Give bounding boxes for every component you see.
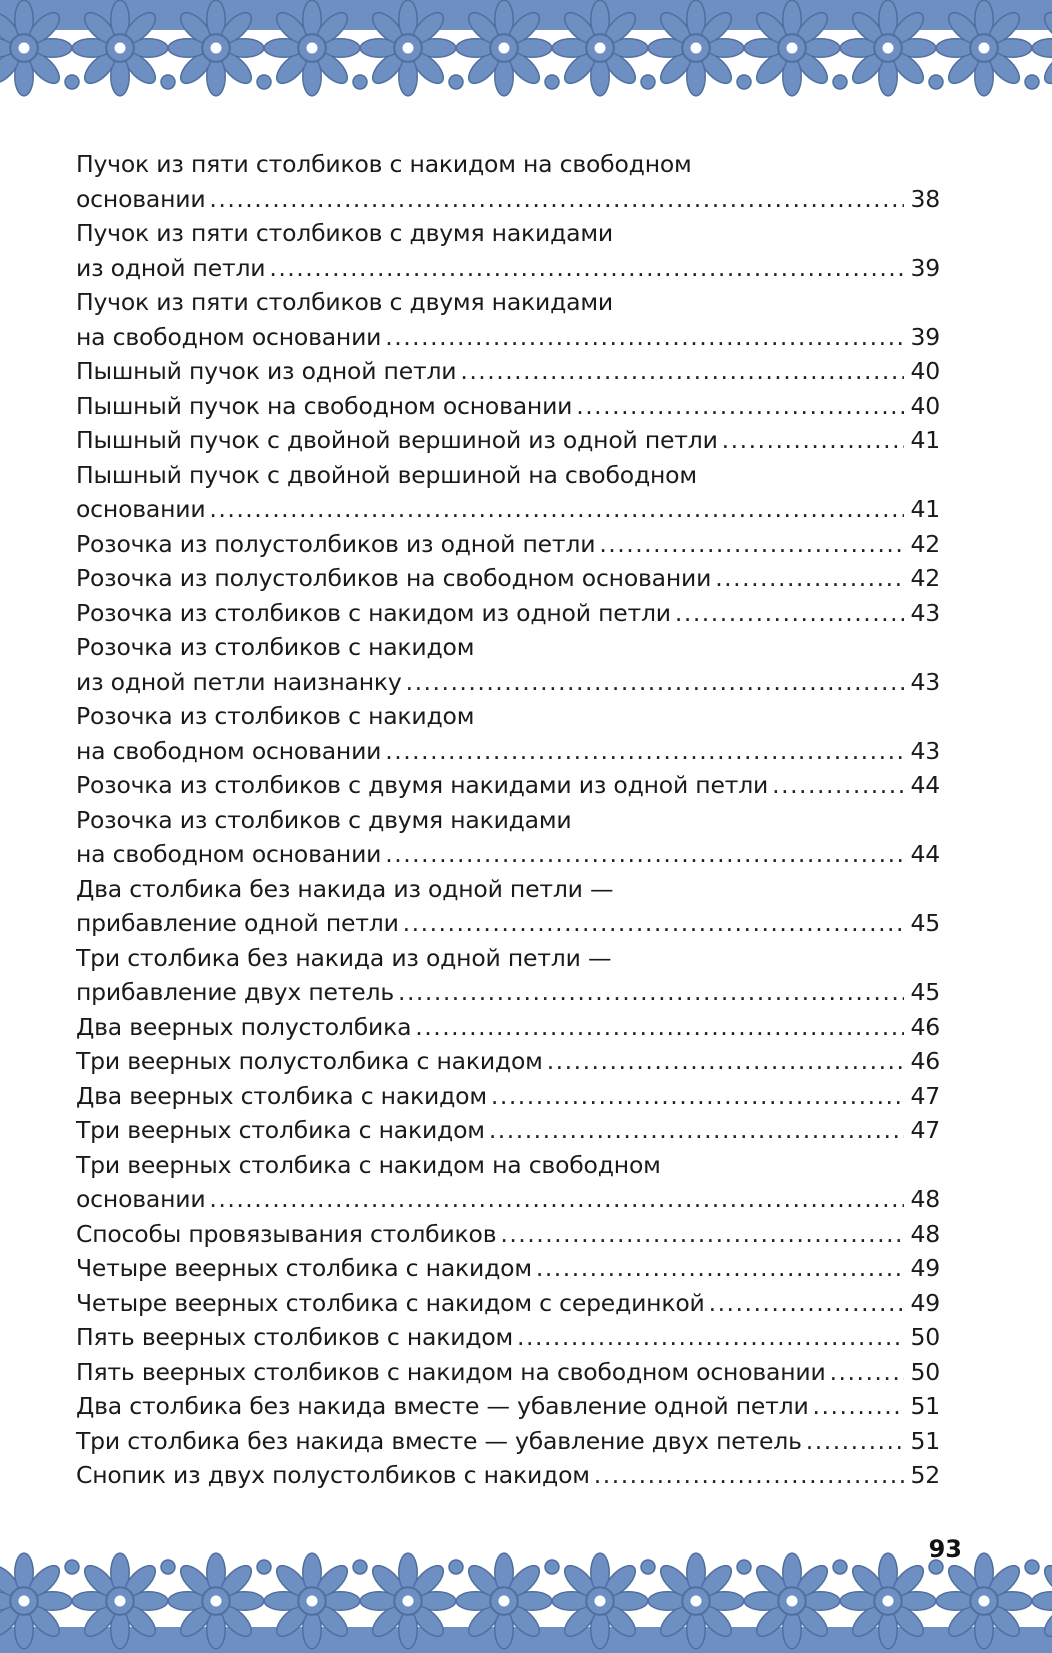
toc-entry-title: Пучок из пяти столбиков с двумя накидами — [76, 288, 613, 316]
toc-page-number: 44 — [910, 771, 940, 799]
lace-picot — [737, 75, 751, 89]
toc-entry-title: Розочка из столбиков с накидом из одной петли — [76, 598, 671, 627]
toc-leader-dots — [500, 1217, 904, 1252]
toc-leader-dots — [599, 527, 904, 562]
lace-ornament-bottom — [0, 1535, 1052, 1653]
toc-entry — [76, 1458, 940, 1493]
toc-entry-title: основании — [76, 1185, 206, 1213]
toc-page-number: 42 — [910, 529, 940, 558]
toc-entry-title: Пучок из пяти столбиков с накидом на свободном — [76, 150, 692, 178]
lace-picot — [449, 75, 463, 89]
toc-entry-title: Пышный пучок с двойной вершиной на свободном — [76, 460, 697, 489]
toc-entry-title: Два столбика без накида вместе — убавление одной петли — [76, 1392, 809, 1420]
toc-entry — [76, 1389, 940, 1424]
toc-entry — [76, 1148, 940, 1217]
toc-entry-line — [76, 734, 940, 769]
lace-flower — [360, 1553, 456, 1649]
toc-entry-line — [76, 423, 940, 458]
toc-leader-dots — [722, 423, 905, 458]
toc-entry-line — [76, 251, 940, 286]
lace-flower — [840, 0, 936, 96]
toc-entry-title: из одной петли — [76, 253, 266, 282]
toc-entry — [76, 630, 940, 699]
toc-entry-title: Розочка из столбиков с накидом — [76, 633, 475, 661]
lace-picot — [65, 1560, 79, 1574]
toc-entry-title: Три столбика без накида из одной петли — — [76, 943, 612, 972]
toc-leader-dots — [209, 182, 904, 217]
toc-entry — [76, 527, 940, 562]
toc-entry-line — [76, 1182, 940, 1217]
toc-entry — [76, 1320, 940, 1355]
toc-leader-dots — [517, 1320, 904, 1355]
toc-entry — [76, 768, 940, 803]
lace-picot — [161, 1560, 175, 1574]
toc-entry-line — [76, 1458, 940, 1493]
lace-flower — [168, 0, 264, 96]
toc-entry — [76, 1010, 940, 1045]
toc-entry — [76, 1286, 940, 1321]
toc-entry-line — [76, 354, 940, 389]
lace-flower — [264, 0, 360, 96]
toc-entry-title: Два столбика без накида из одной петли — — [76, 874, 614, 903]
toc-entry — [76, 1251, 940, 1286]
toc-entry-line — [76, 1320, 940, 1355]
toc-leader-dots — [594, 1458, 905, 1493]
toc-entry-title: Розочка из полустолбиков из одной петли — [76, 529, 596, 558]
lace-picot — [257, 75, 271, 89]
toc-entry-line — [76, 320, 940, 355]
toc-entry-title: Пышный пучок на свободном основании — [76, 391, 573, 420]
toc-entry-title: Розочка из полустолбиков на свободном основании — [76, 564, 712, 592]
toc-entry-title: Два веерных столбика с накидом — [76, 1081, 487, 1110]
toc-entry-line — [76, 1389, 940, 1424]
toc-page-number: 43 — [910, 736, 940, 765]
toc-page-number: 47 — [910, 1116, 940, 1144]
lace-picot — [833, 1560, 847, 1574]
lace-flower — [168, 1553, 264, 1649]
toc-entry — [76, 147, 940, 216]
toc-entry-title: основании — [76, 184, 206, 213]
lace-border-bottom — [0, 1535, 1052, 1653]
lace-flower — [264, 1553, 360, 1649]
toc-entry — [76, 872, 940, 941]
lace-picot — [929, 75, 943, 89]
toc-entry-line — [76, 1424, 940, 1459]
toc-page-number: 50 — [910, 1323, 940, 1351]
toc-entry-title: на свободном основании — [76, 840, 382, 868]
toc-entry — [76, 216, 940, 285]
toc-page-number: 47 — [910, 1081, 940, 1110]
lace-flower — [360, 0, 456, 96]
toc-page-number: 49 — [910, 1254, 940, 1282]
lace-picot — [161, 75, 175, 89]
lace-border-top — [0, 0, 1052, 110]
toc-entry-line — [76, 182, 940, 217]
lace-flower — [648, 1553, 744, 1649]
toc-page-number: 45 — [910, 978, 940, 1006]
toc-entry-line — [76, 216, 940, 251]
toc-leader-dots — [406, 665, 905, 700]
toc-entry-title: на свободном основании — [76, 322, 382, 351]
toc-leader-dots — [536, 1251, 905, 1286]
lace-flower — [840, 1553, 936, 1649]
toc-entry-line — [76, 941, 940, 976]
toc-entry-line — [76, 285, 940, 320]
toc-page-number: 46 — [910, 1012, 940, 1041]
toc-entry-title: Пучок из пяти столбиков с двумя накидами — [76, 219, 613, 247]
lace-picot — [737, 1560, 751, 1574]
toc-entry-title: прибавление двух петель — [76, 978, 394, 1006]
toc-page-number: 45 — [910, 909, 940, 937]
toc-page-number: 48 — [910, 1185, 940, 1213]
lace-flower — [72, 1553, 168, 1649]
toc-entry-title: Розочка из столбиков с двумя накидами из одной петли — [76, 771, 769, 799]
toc-leader-dots — [489, 1113, 905, 1148]
toc-leader-dots — [576, 389, 904, 424]
toc-entry — [76, 389, 940, 424]
lace-flower — [456, 0, 552, 96]
toc-entry — [76, 803, 940, 872]
toc-page-number: 38 — [910, 184, 940, 213]
toc-entry — [76, 285, 940, 354]
toc-page-number: 39 — [910, 322, 940, 351]
toc-leader-dots — [675, 596, 905, 631]
toc-leader-dots — [209, 492, 904, 527]
lace-picot — [449, 1560, 463, 1574]
toc-leader-dots — [415, 1010, 904, 1045]
toc-page-number: 41 — [910, 495, 940, 523]
toc-entry — [76, 423, 940, 458]
toc-entry-line — [76, 665, 940, 700]
toc-page-number: 42 — [910, 564, 940, 592]
toc-entry-line — [76, 389, 940, 424]
toc-entry — [76, 1079, 940, 1114]
toc-entry-line — [76, 1113, 940, 1148]
lace-flower — [744, 1553, 840, 1649]
toc-leader-dots — [830, 1355, 905, 1390]
toc-page-number: 52 — [910, 1461, 940, 1489]
toc-entry-line — [76, 1355, 940, 1390]
lace-flower — [744, 0, 840, 96]
lace-picot — [545, 1560, 559, 1574]
toc-entry-title: Три столбика без накида вместе — убавление двух петель — [76, 1426, 802, 1455]
toc-entry-line — [76, 872, 940, 907]
toc-page-number: 49 — [910, 1288, 940, 1317]
lace-picot — [641, 1560, 655, 1574]
toc-entry-title: из одной петли наизнанку — [76, 667, 402, 696]
toc-entry-title: Четыре веерных столбика с накидом с серединкой — [76, 1288, 705, 1317]
toc-entry-title: Пышный пучок из одной петли — [76, 357, 457, 385]
toc-entry — [76, 596, 940, 631]
lace-picot — [833, 75, 847, 89]
toc-entry — [76, 1424, 940, 1459]
table-of-contents — [76, 147, 940, 1493]
toc-entry-line — [76, 699, 940, 734]
toc-entry-line — [76, 1217, 940, 1252]
toc-leader-dots — [547, 1044, 905, 1079]
toc-entry-line — [76, 630, 940, 665]
toc-entry-line — [76, 837, 940, 872]
toc-leader-dots — [491, 1079, 905, 1114]
toc-entry-title: на свободном основании — [76, 736, 382, 765]
toc-entry — [76, 354, 940, 389]
toc-entry-line — [76, 596, 940, 631]
toc-leader-dots — [385, 734, 904, 769]
toc-leader-dots — [209, 1182, 904, 1217]
toc-entry-line — [76, 527, 940, 562]
toc-entry-line — [76, 561, 940, 596]
toc-entry-title: Пять веерных столбиков с накидом — [76, 1323, 514, 1351]
toc-leader-dots — [772, 768, 904, 803]
toc-leader-dots — [385, 837, 904, 872]
toc-entry-line — [76, 1079, 940, 1114]
toc-entry-line — [76, 975, 940, 1010]
toc-leader-dots — [709, 1286, 905, 1321]
toc-entry-title: Два веерных полустолбика — [76, 1012, 412, 1041]
toc-page-number: 44 — [910, 840, 940, 868]
toc-entry-line — [76, 1010, 940, 1045]
toc-entry-line — [76, 1251, 940, 1286]
toc-page-number: 39 — [910, 253, 940, 282]
toc-entry-line — [76, 1044, 940, 1079]
toc-entry — [76, 1113, 940, 1148]
lace-flower — [648, 0, 744, 96]
lace-picot — [257, 1560, 271, 1574]
toc-entry — [76, 1044, 940, 1079]
toc-leader-dots — [806, 1424, 905, 1459]
toc-entry-line — [76, 458, 940, 493]
lace-picot — [353, 75, 367, 89]
toc-entry — [76, 699, 940, 768]
toc-page-number: 40 — [910, 357, 940, 385]
toc-entry — [76, 941, 940, 1010]
toc-entry-title: Пышный пучок с двойной вершиной из одной петли — [76, 426, 718, 454]
lace-ornament-top — [0, 0, 1052, 110]
toc-page-number: 41 — [910, 426, 940, 454]
toc-page-number: 51 — [910, 1426, 940, 1455]
lace-picot — [641, 75, 655, 89]
toc-page-number: 51 — [910, 1392, 940, 1420]
toc-page-number: 43 — [910, 667, 940, 696]
toc-entry-line — [76, 492, 940, 527]
toc-entry-title: основании — [76, 495, 206, 523]
toc-entry-line — [76, 1286, 940, 1321]
lace-flower — [456, 1553, 552, 1649]
toc-entry-line — [76, 1148, 940, 1183]
lace-flower — [552, 0, 648, 96]
toc-page-number: 43 — [910, 598, 940, 627]
lace-picot — [1025, 1560, 1039, 1574]
lace-flower — [936, 0, 1032, 96]
toc-entry-title: Три веерных полустолбика с накидом — [76, 1047, 543, 1075]
lace-picot — [65, 75, 79, 89]
toc-entry-title: Снопик из двух полустолбиков с накидом — [76, 1461, 590, 1489]
toc-entry-title: Розочка из столбиков с двумя накидами — [76, 805, 572, 834]
toc-leader-dots — [403, 906, 905, 941]
lace-flower — [72, 0, 168, 96]
toc-leader-dots — [269, 251, 904, 286]
toc-leader-dots — [813, 1389, 905, 1424]
toc-leader-dots — [460, 354, 904, 389]
toc-entry-title: Три веерных столбика с накидом на свободном — [76, 1150, 661, 1179]
lace-picot — [353, 1560, 367, 1574]
lace-picot — [545, 75, 559, 89]
lace-picot — [1025, 75, 1039, 89]
toc-entry-title: Три веерных столбика с накидом — [76, 1116, 485, 1144]
toc-entry-title: Пять веерных столбиков с накидом на свободном основании — [76, 1357, 826, 1386]
toc-entry-line — [76, 803, 940, 838]
page-number: 93 — [928, 1535, 962, 1563]
toc-page-number: 50 — [910, 1357, 940, 1386]
toc-entry — [76, 1217, 940, 1252]
toc-entry — [76, 1355, 940, 1390]
toc-entry-title: прибавление одной петли — [76, 909, 399, 937]
toc-entry-title: Розочка из столбиков с накидом — [76, 702, 475, 730]
toc-page-number: 46 — [910, 1047, 940, 1075]
toc-entry-title: Способы провязывания столбиков — [76, 1219, 497, 1248]
toc-leader-dots — [398, 975, 905, 1010]
lace-flower — [936, 1553, 1032, 1649]
toc-page-number: 48 — [910, 1219, 940, 1248]
toc-entry — [76, 561, 940, 596]
lace-flower — [552, 1553, 648, 1649]
toc-entry-line — [76, 768, 940, 803]
toc-entry-title: Четыре веерных столбика с накидом — [76, 1254, 532, 1282]
toc-page-number: 40 — [910, 391, 940, 420]
toc-leader-dots — [715, 561, 904, 596]
toc-entry-line — [76, 906, 940, 941]
toc-entry — [76, 458, 940, 527]
toc-leader-dots — [385, 320, 904, 355]
toc-entry-line — [76, 147, 940, 182]
